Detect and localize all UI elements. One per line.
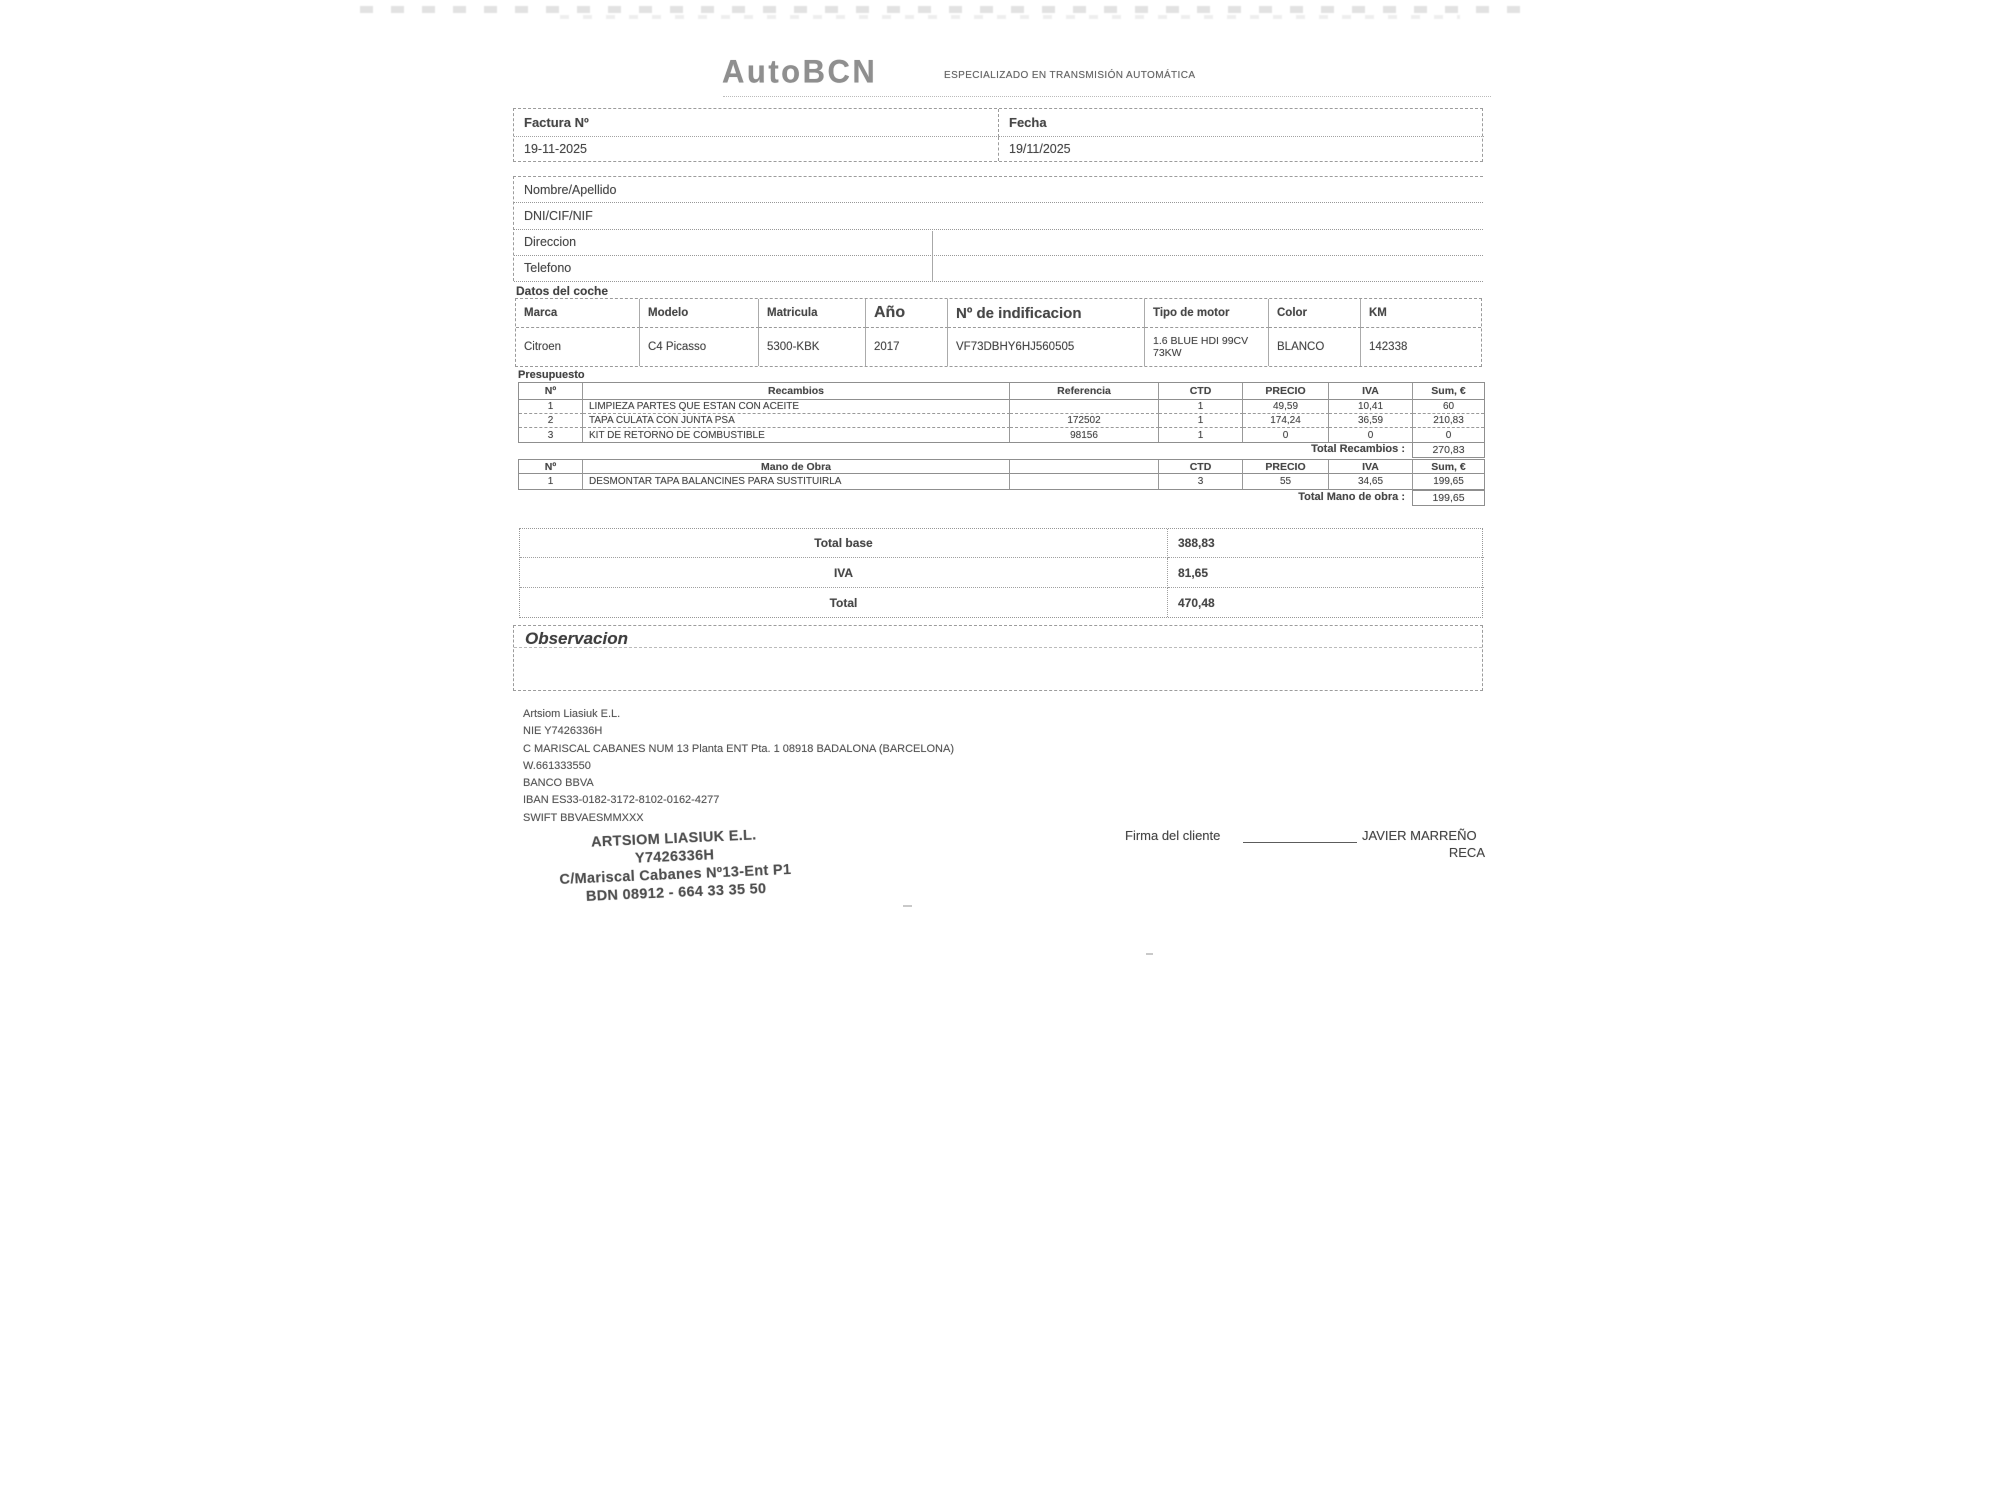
labor-header-num: Nº bbox=[519, 460, 583, 474]
labor-header-precio: PRECIO bbox=[1243, 460, 1329, 474]
parts-cell: TAPA CULATA CON JUNTA PSA bbox=[583, 414, 1010, 428]
car-value-marca: Citroen bbox=[516, 328, 640, 366]
parts-cell: 210,83 bbox=[1413, 414, 1484, 428]
labor-cell: 3 bbox=[1159, 474, 1243, 489]
stamp-line: ARTSIOM LIASIUK E.L. bbox=[590, 827, 757, 851]
car-header-modelo: Modelo bbox=[640, 299, 759, 328]
total-base-label: Total base bbox=[520, 529, 1168, 558]
car-header-km: KM bbox=[1361, 299, 1481, 328]
car-value-matricula: 5300-KBK bbox=[759, 328, 866, 366]
company-info-block bbox=[523, 706, 954, 827]
client-box-divider bbox=[932, 231, 933, 282]
labor-header-ctd: CTD bbox=[1159, 460, 1243, 474]
parts-header-sum: Sum, € bbox=[1413, 383, 1484, 400]
company-info-line: IBAN ES33-0182-3172-8102-0162-4277 bbox=[523, 794, 720, 807]
labor-total-value: 199,65 bbox=[1412, 490, 1485, 506]
observacion-divider bbox=[514, 647, 1482, 648]
car-value-color: BLANCO bbox=[1269, 328, 1361, 366]
labor-header-sum: Sum, € bbox=[1413, 460, 1484, 474]
company-info-line: BANCO BBVA bbox=[523, 777, 594, 790]
fecha-value: 19/11/2025 bbox=[1009, 142, 1071, 156]
parts-total-label: Total Recambios : bbox=[1311, 443, 1405, 455]
parts-cell: 174,24 bbox=[1243, 414, 1329, 428]
car-header-vin: Nº de indificacion bbox=[948, 299, 1145, 328]
client-phone-label: Telefono bbox=[514, 256, 1483, 282]
parts-header-referencia: Referencia bbox=[1010, 383, 1159, 400]
client-name-second-line: RECA bbox=[1448, 845, 1485, 860]
fecha-label: Fecha bbox=[999, 109, 1484, 137]
parts-cell: 0 bbox=[1329, 428, 1413, 442]
labor-cell: DESMONTAR TAPA BALANCINES PARA SUSTITUIRLA bbox=[583, 474, 1010, 489]
parts-cell: KIT DE RETORNO DE COMBUSTIBLE bbox=[583, 428, 1010, 442]
parts-header-ctd: CTD bbox=[1159, 383, 1243, 400]
observacion-box bbox=[513, 625, 1483, 691]
labor-cell: 34,65 bbox=[1329, 474, 1413, 489]
company-info-line: NIE Y7426336H bbox=[523, 725, 603, 738]
car-header-ano: Año bbox=[866, 299, 948, 328]
labor-total-label: Total Mano de obra : bbox=[1298, 491, 1405, 503]
car-value-vin: VF73DBHY6HJ560505 bbox=[948, 328, 1145, 366]
parts-cell: 49,59 bbox=[1243, 400, 1329, 414]
car-header-motor: Tipo de motor bbox=[1145, 299, 1269, 328]
scan-noise-strip bbox=[360, 6, 1530, 13]
total-label: Total bbox=[520, 588, 1168, 617]
total-value: 470,48 bbox=[1178, 595, 1215, 610]
factura-number-label: Factura Nº bbox=[514, 109, 999, 137]
car-value-ano: 2017 bbox=[866, 328, 948, 366]
client-dni-label: DNI/CIF/NIF bbox=[514, 203, 1483, 229]
company-info-line: W.661333550 bbox=[523, 759, 591, 772]
parts-header-precio: PRECIO bbox=[1243, 383, 1329, 400]
labor-cell bbox=[1010, 474, 1159, 489]
signature-label: Firma del cliente bbox=[1125, 828, 1221, 843]
client-info-box bbox=[513, 176, 1483, 281]
parts-cell: 2 bbox=[519, 414, 583, 428]
total-base-value: 388,83 bbox=[1168, 529, 1484, 558]
scan-speck bbox=[903, 905, 912, 907]
car-data-table bbox=[515, 298, 1482, 367]
parts-cell: 0 bbox=[1243, 428, 1329, 442]
car-header-marca: Marca bbox=[516, 299, 640, 328]
stamp-line: BDN 08912 - 664 33 35 50 bbox=[585, 881, 767, 905]
car-section-label: Datos del coche bbox=[516, 284, 609, 298]
parts-cell: LIMPIEZA PARTES QUE ESTAN CON ACEITE bbox=[583, 400, 1010, 414]
car-value-motor: 1.6 BLUE HDI 99CV 73KW bbox=[1145, 328, 1269, 366]
car-value-modelo: C4 Picasso bbox=[640, 328, 759, 366]
parts-cell: 3 bbox=[519, 428, 583, 442]
labor-cell: 199,65 bbox=[1433, 476, 1464, 487]
car-value-km: 142338 bbox=[1369, 341, 1408, 353]
parts-cell: 1 bbox=[519, 400, 583, 414]
parts-header-iva: IVA bbox=[1329, 383, 1413, 400]
invoice-header-box bbox=[513, 108, 1483, 162]
signature-line bbox=[1243, 842, 1357, 843]
client-name-label: Nombre/Apellido bbox=[514, 177, 1483, 203]
stamp-line: Y7426336H bbox=[634, 847, 715, 867]
company-info-line: SWIFT BBVAESMMXXX bbox=[523, 811, 644, 824]
logo-underline bbox=[723, 96, 1491, 97]
labor-cell: 1 bbox=[519, 474, 583, 489]
totals-table bbox=[519, 528, 1483, 618]
company-info-line: Artsiom Liasiuk E.L. bbox=[523, 708, 621, 720]
labor-header-empty bbox=[1010, 460, 1159, 474]
parts-cell: 1 bbox=[1159, 414, 1243, 428]
company-info-line: C MARISCAL CABANES NUM 13 Planta ENT Pta. 1 08918 BADALONA (BARCELONA) bbox=[523, 742, 954, 755]
labor-header-title: Mano de Obra bbox=[583, 460, 1010, 474]
parts-total-value: 270,83 bbox=[1412, 442, 1485, 458]
parts-table bbox=[518, 382, 1485, 443]
company-stamp bbox=[544, 824, 807, 907]
parts-cell: 98156 bbox=[1010, 428, 1159, 442]
labor-header-iva: IVA bbox=[1329, 460, 1413, 474]
observacion-title: Observacion bbox=[525, 629, 628, 648]
parts-cell: 1 bbox=[1159, 400, 1243, 414]
logo-tagline: ESPECIALIZADO EN TRANSMISIÓN AUTOMÁTICA bbox=[944, 70, 1196, 81]
parts-cell bbox=[1010, 400, 1159, 414]
iva-label: IVA bbox=[520, 558, 1168, 588]
parts-header-recambios: Recambios bbox=[583, 383, 1010, 400]
iva-value: 81,65 bbox=[1168, 558, 1484, 588]
factura-number-value: 19-11-2025 bbox=[514, 137, 999, 161]
parts-cell: 36,59 bbox=[1329, 414, 1413, 428]
labor-table bbox=[518, 459, 1485, 490]
parts-cell: 0 bbox=[1445, 429, 1452, 441]
scan-noise-strip bbox=[560, 15, 1460, 19]
company-logo: AutoBCN bbox=[722, 53, 878, 90]
parts-cell: 10,41 bbox=[1329, 400, 1413, 414]
labor-cell: 55 bbox=[1243, 474, 1329, 489]
parts-cell: 172502 bbox=[1010, 414, 1159, 428]
presupuesto-section-label: Presupuesto bbox=[518, 369, 585, 381]
client-name: JAVIER MARREÑO bbox=[1362, 828, 1477, 843]
car-header-color: Color bbox=[1269, 299, 1361, 328]
car-header-matricula: Matricula bbox=[759, 299, 866, 328]
parts-cell: 1 bbox=[1159, 428, 1243, 442]
parts-cell: 60 bbox=[1413, 400, 1484, 414]
stamp-line: C/Mariscal Cabanes Nº13-Ent P1 bbox=[559, 861, 792, 889]
client-address-label: Direccion bbox=[514, 230, 1483, 256]
scan-speck bbox=[1146, 953, 1153, 955]
parts-header-num: Nº bbox=[519, 383, 583, 400]
